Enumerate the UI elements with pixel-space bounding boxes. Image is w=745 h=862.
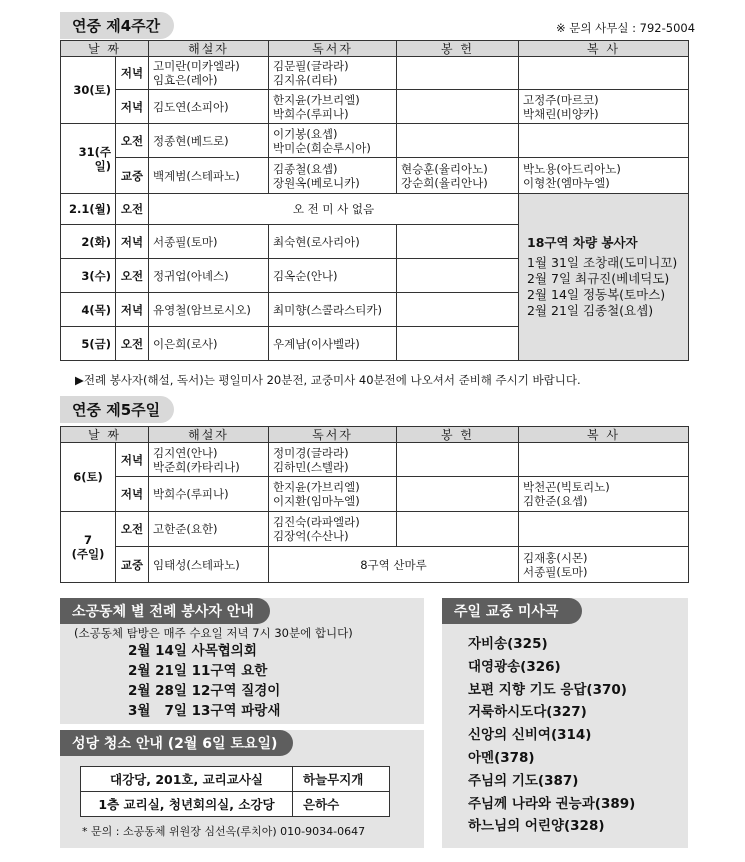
time-cell: 오전 bbox=[116, 327, 149, 361]
list-item: 2월 28일 12구역 질경이 bbox=[128, 683, 281, 699]
vehicle-volunteers-title: 18구역 차량 봉사자 bbox=[527, 234, 638, 250]
table-row bbox=[61, 477, 689, 512]
list-item: 보편 지향 기도 응답(370) bbox=[468, 681, 627, 698]
offering-cell bbox=[397, 57, 519, 90]
list-item: 하느님의 어린양(328) bbox=[468, 818, 605, 835]
list-item: 아멘(378) bbox=[468, 749, 535, 766]
server-cell: 김재홍(시몬) 서종필(토마) bbox=[519, 547, 689, 583]
offering-cell bbox=[397, 512, 519, 547]
cleaning-contact: * 문의 : 소공동체 위원장 심선옥(루치아) 010-9034-0647 bbox=[82, 825, 366, 838]
commentator-cell: 정종현(베드로) bbox=[149, 124, 269, 158]
cleaning-team: 하늘무지개 bbox=[293, 767, 390, 792]
reader-cell: 최미향(스콜라스티카) bbox=[269, 293, 397, 327]
community-list bbox=[128, 641, 280, 721]
server-cell bbox=[519, 512, 689, 547]
header-reader: 독서자 bbox=[269, 427, 397, 443]
header-offering: 봉 헌 bbox=[397, 427, 519, 443]
date-cell: 30(토) bbox=[61, 57, 116, 124]
week4-schedule-table bbox=[60, 40, 689, 361]
table-row bbox=[81, 792, 390, 817]
table-row bbox=[61, 547, 689, 583]
server-cell bbox=[519, 443, 689, 477]
header-date: 날 짜 bbox=[61, 427, 149, 443]
volunteer-footnote: ▶전례 봉사자(해설, 독서)는 평일미사 20분전, 교중미사 40분전에 나오셔서 준비해 주시기 바랍니다. bbox=[75, 373, 581, 387]
server-cell bbox=[519, 124, 689, 158]
cleaning-place: 대강당, 201호, 교리교사실 bbox=[81, 767, 293, 792]
time-cell: 저녁 bbox=[116, 225, 149, 259]
list-item: 자비송(325) bbox=[468, 636, 548, 652]
time-cell: 오전 bbox=[116, 259, 149, 293]
list-item: 신앙의 신비여(314) bbox=[468, 727, 592, 744]
time-cell: 저녁 bbox=[116, 443, 149, 477]
date-cell: 6(토) bbox=[61, 443, 116, 512]
hymns-title: 주일 교중 미사곡 bbox=[442, 598, 582, 624]
time-cell: 저녁 bbox=[116, 477, 149, 512]
offering-cell bbox=[397, 293, 519, 327]
commentator-cell: 고미란(미카엘라) 임효은(레아) bbox=[149, 57, 269, 90]
offering-cell bbox=[397, 90, 519, 124]
reader-cell: 김옥순(안나) bbox=[269, 259, 397, 293]
list-item: 3월 7일 13구역 파랑새 bbox=[128, 703, 281, 719]
time-cell: 저녁 bbox=[116, 293, 149, 327]
time-cell: 오전 bbox=[116, 124, 149, 158]
date-cell: 4(목) bbox=[61, 293, 116, 327]
reader-cell: 김문필(글라라) 김지유(리타) bbox=[269, 57, 397, 90]
office-contact: ※ 문의 사무실 : 792-5004 bbox=[556, 21, 696, 35]
table-row bbox=[61, 124, 689, 158]
commentator-cell: 김도연(소피아) bbox=[149, 90, 269, 124]
table-row bbox=[61, 194, 689, 225]
offering-group-cell: 8구역 산마루 bbox=[269, 547, 519, 583]
server-cell: 박천곤(빅토리노) 김한준(요셉) bbox=[519, 477, 689, 512]
offering-cell bbox=[397, 327, 519, 361]
table-row bbox=[81, 767, 390, 792]
date-cell: 7 (주일) bbox=[61, 512, 116, 583]
server-cell bbox=[519, 57, 689, 90]
list-item: 2월 21일 11구역 요한 bbox=[128, 663, 268, 679]
offering-cell bbox=[397, 259, 519, 293]
cleaning-table bbox=[80, 766, 390, 817]
table-header-row bbox=[61, 41, 689, 57]
header-server: 복 사 bbox=[519, 41, 689, 57]
date-cell: 31(주일) bbox=[61, 124, 116, 194]
date-cell: 2.1(월) bbox=[61, 194, 116, 225]
date-cell: 2(화) bbox=[61, 225, 116, 259]
server-cell: 고정주(마르코) 박채린(비양카) bbox=[519, 90, 689, 124]
header-reader: 독서자 bbox=[269, 41, 397, 57]
date-cell: 3(수) bbox=[61, 259, 116, 293]
time-cell: 저녁 bbox=[116, 90, 149, 124]
table-row bbox=[61, 57, 689, 90]
list-item: 주님의 기도(387) bbox=[468, 772, 579, 789]
commentator-cell: 백계범(스테파노) bbox=[149, 158, 269, 194]
header-server: 복 사 bbox=[519, 427, 689, 443]
server-cell: 박노용(아드리아노) 이형찬(엠마누엘) bbox=[519, 158, 689, 194]
offering-cell bbox=[397, 443, 519, 477]
vehicle-volunteers-cell bbox=[519, 194, 689, 361]
commentator-cell: 임태성(스테파노) bbox=[149, 547, 269, 583]
offering-cell bbox=[397, 124, 519, 158]
community-note: (소공동체 탐방은 매주 수요일 저녁 7시 30분에 합니다) bbox=[74, 626, 353, 640]
commentator-cell: 이은희(로사) bbox=[149, 327, 269, 361]
table-row bbox=[61, 443, 689, 477]
commentator-cell: 서종필(토마) bbox=[149, 225, 269, 259]
commentator-cell: 김지연(안나) 박준희(카타리나) bbox=[149, 443, 269, 477]
community-title: 소공동체 별 전례 봉사자 안내 bbox=[60, 598, 270, 624]
reader-cell: 이기봉(요셉) 박미순(희순루시아) bbox=[269, 124, 397, 158]
time-cell: 오전 bbox=[116, 512, 149, 547]
table-header-row bbox=[61, 427, 689, 443]
table-row bbox=[61, 158, 689, 194]
hymns-list bbox=[468, 633, 635, 838]
list-item: 대영광송(326) bbox=[468, 658, 561, 675]
date-cell: 5(금) bbox=[61, 327, 116, 361]
no-mass-cell: 오 전 미 사 없음 bbox=[149, 194, 519, 225]
offering-cell bbox=[397, 225, 519, 259]
list-item: 주님께 나라와 권능과(389) bbox=[468, 795, 636, 812]
list-item: 2월 14일 사목협의회 bbox=[128, 643, 257, 659]
reader-cell: 정미경(글라라) 김하민(스텔라) bbox=[269, 443, 397, 477]
reader-cell: 김진숙(라파엘라) 김장억(수산나) bbox=[269, 512, 397, 547]
reader-cell: 최숙현(로사리아) bbox=[269, 225, 397, 259]
table-row bbox=[61, 512, 689, 547]
reader-cell: 김종철(요셉) 장원옥(베로니카) bbox=[269, 158, 397, 194]
offering-cell: 현승훈(율리아노) 강순희(율리안나) bbox=[397, 158, 519, 194]
cleaning-place: 1층 교리실, 청년회의실, 소강당 bbox=[81, 792, 293, 817]
time-cell: 교중 bbox=[116, 547, 149, 583]
reader-cell: 한지윤(가브리엘) 박희수(루피나) bbox=[269, 90, 397, 124]
commentator-cell: 고한준(요한) bbox=[149, 512, 269, 547]
time-cell: 저녁 bbox=[116, 57, 149, 90]
header-date: 날 짜 bbox=[61, 41, 149, 57]
time-cell: 교중 bbox=[116, 158, 149, 194]
time-cell: 오전 bbox=[116, 194, 149, 225]
header-offering: 봉 헌 bbox=[397, 41, 519, 57]
commentator-cell: 박희수(루피나) bbox=[149, 477, 269, 512]
commentator-cell: 유영철(암브로시오) bbox=[149, 293, 269, 327]
header-commentator: 해설자 bbox=[149, 41, 269, 57]
week5-schedule-table bbox=[60, 426, 689, 583]
table-row bbox=[61, 90, 689, 124]
week5-title: 연중 제5주일 bbox=[60, 396, 174, 423]
offering-cell bbox=[397, 477, 519, 512]
header-commentator: 해설자 bbox=[149, 427, 269, 443]
vehicle-volunteers-list: 1월 31일 조창래(도미니꼬) 2월 7일 최규진(베네딕도) 2월 14일 정동복(토마스) 2월 21일 김종철(요셉) bbox=[527, 254, 678, 318]
list-item: 거룩하시도다(327) bbox=[468, 704, 587, 721]
commentator-cell: 정귀업(아녜스) bbox=[149, 259, 269, 293]
reader-cell: 한지윤(가브리엘) 이지환(임마누엘) bbox=[269, 477, 397, 512]
reader-cell: 우계남(이사벨라) bbox=[269, 327, 397, 361]
week4-title: 연중 제4주간 bbox=[60, 12, 174, 39]
cleaning-title: 성당 청소 안내 (2월 6일 토요일) bbox=[60, 730, 293, 756]
cleaning-team: 은하수 bbox=[293, 792, 390, 817]
